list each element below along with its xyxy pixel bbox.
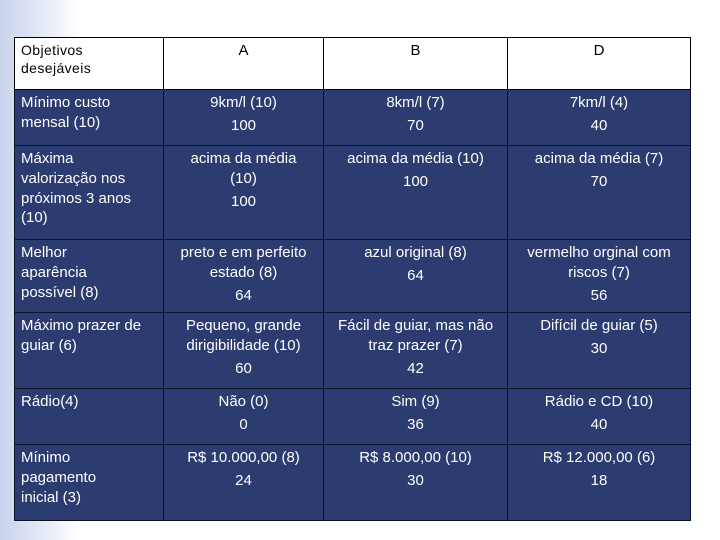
cell-score: 24 <box>235 471 252 489</box>
cell-score: 100 <box>230 116 257 134</box>
cell-score: 70 <box>590 172 608 190</box>
cell-text: Sim (9) <box>391 393 440 410</box>
cell-score: 40 <box>590 116 608 134</box>
cell-text: azul original (8) <box>364 244 467 261</box>
cell-option-b <box>324 389 508 445</box>
cell-option-a <box>164 240 324 313</box>
cell-score: 56 <box>590 286 608 304</box>
cell-score: 64 <box>407 266 424 284</box>
cell-text: R$ 12.000,00 (6) <box>542 449 656 466</box>
cell-option-d <box>508 240 691 313</box>
cell-text: acima da média (10) <box>347 150 484 167</box>
cell-option-b <box>324 445 508 521</box>
row-label: Mínimo custo mensal (10) <box>15 90 164 146</box>
table-row <box>15 389 691 445</box>
cell-text: R$ 8.000,00 (10) <box>359 449 472 466</box>
cell-score: 18 <box>590 471 608 489</box>
cell-option-b <box>324 90 508 146</box>
header-option-a: A <box>164 38 324 90</box>
cell-score: 100 <box>402 172 429 190</box>
cell-option-d <box>508 445 691 521</box>
cell-text: Pequeno, grande dirigibilidade (10) <box>185 317 302 354</box>
cell-score: 100 <box>230 192 257 210</box>
cell-score: 70 <box>407 116 424 134</box>
decision-matrix-table <box>14 37 691 521</box>
cell-text: 8km/l (7) <box>386 94 445 111</box>
table-row <box>15 445 691 521</box>
row-label: Melhor aparência possível (8) <box>15 240 164 313</box>
cell-option-d <box>508 313 691 389</box>
cell-score: 40 <box>590 415 608 433</box>
header-option-d: D <box>508 38 691 90</box>
cell-text: Rádio e CD (10) <box>544 393 654 410</box>
cell-score: 0 <box>239 415 248 433</box>
cell-score: 64 <box>235 286 252 304</box>
cell-option-d <box>508 146 691 240</box>
cell-option-a <box>164 90 324 146</box>
row-label: Máximo prazer de guiar (6) <box>15 313 164 389</box>
cell-option-a <box>164 146 324 240</box>
row-label: Rádio(4) <box>15 389 164 445</box>
cell-option-a <box>164 313 324 389</box>
cell-option-d <box>508 389 691 445</box>
row-label: Mínimo pagamento inicial (3) <box>15 445 164 521</box>
cell-option-a <box>164 389 324 445</box>
cell-text: R$ 10.000,00 (8) <box>187 449 300 466</box>
cell-option-d <box>508 90 691 146</box>
row-label: Máxima valorização nos próximos 3 anos (10) <box>15 146 164 240</box>
cell-text: Difícil de guiar (5) <box>540 317 658 334</box>
cell-option-b <box>324 313 508 389</box>
cell-text: 7km/l (4) <box>569 94 629 111</box>
cell-score: 30 <box>407 471 424 489</box>
table-row <box>15 146 691 240</box>
cell-text: acima da média (7) <box>534 150 664 167</box>
cell-text: Fácil de guiar, mas não traz prazer (7) <box>337 317 494 354</box>
header-objectives: Objetivos desejáveis <box>15 38 164 90</box>
cell-score: 42 <box>407 359 424 377</box>
cell-text: Não (0) <box>218 393 269 410</box>
table-row <box>15 240 691 313</box>
cell-option-b <box>324 146 508 240</box>
cell-text: acima da média (10) <box>190 150 297 187</box>
cell-score: 36 <box>407 415 424 433</box>
cell-option-b <box>324 240 508 313</box>
cell-score: 60 <box>235 359 252 377</box>
table-header-row <box>15 38 691 90</box>
table-row <box>15 313 691 389</box>
table-row <box>15 90 691 146</box>
cell-text: 9km/l (10) <box>210 94 277 111</box>
cell-score: 30 <box>590 339 608 357</box>
cell-option-a <box>164 445 324 521</box>
header-option-b: B <box>324 38 508 90</box>
cell-text: vermelho orginal com riscos (7) <box>527 244 671 281</box>
cell-text: preto e em perfeito estado (8) <box>180 244 307 281</box>
